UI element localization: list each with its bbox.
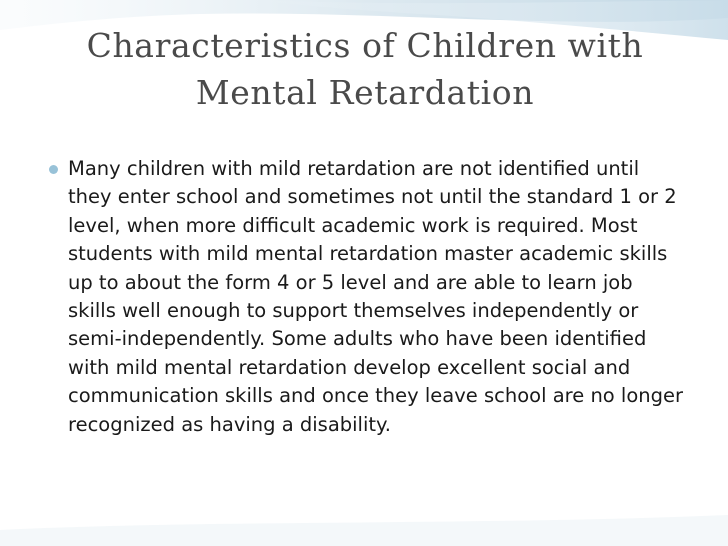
bullet-dot-icon [49,165,58,174]
bullet-item [46,155,686,439]
bullet-text: Many children with mild retardation are not identified until they enter school and sometimes not until the standard 1 or 2 level, when more difficult academic work is required. Most students with mild mental retardation master academic skills up to about the form 4 or 5 level and are able to learn job skills well enough to support themselves independently or semi-independently. Some adults who have been identified with mild mental retardation develop excellent social and communication skills and once they leave school are no longer recognized as having a disability. [68,157,684,436]
bullet-list [46,155,686,439]
slide-title: Characteristics of Children with Mental Retardation [86,26,644,112]
